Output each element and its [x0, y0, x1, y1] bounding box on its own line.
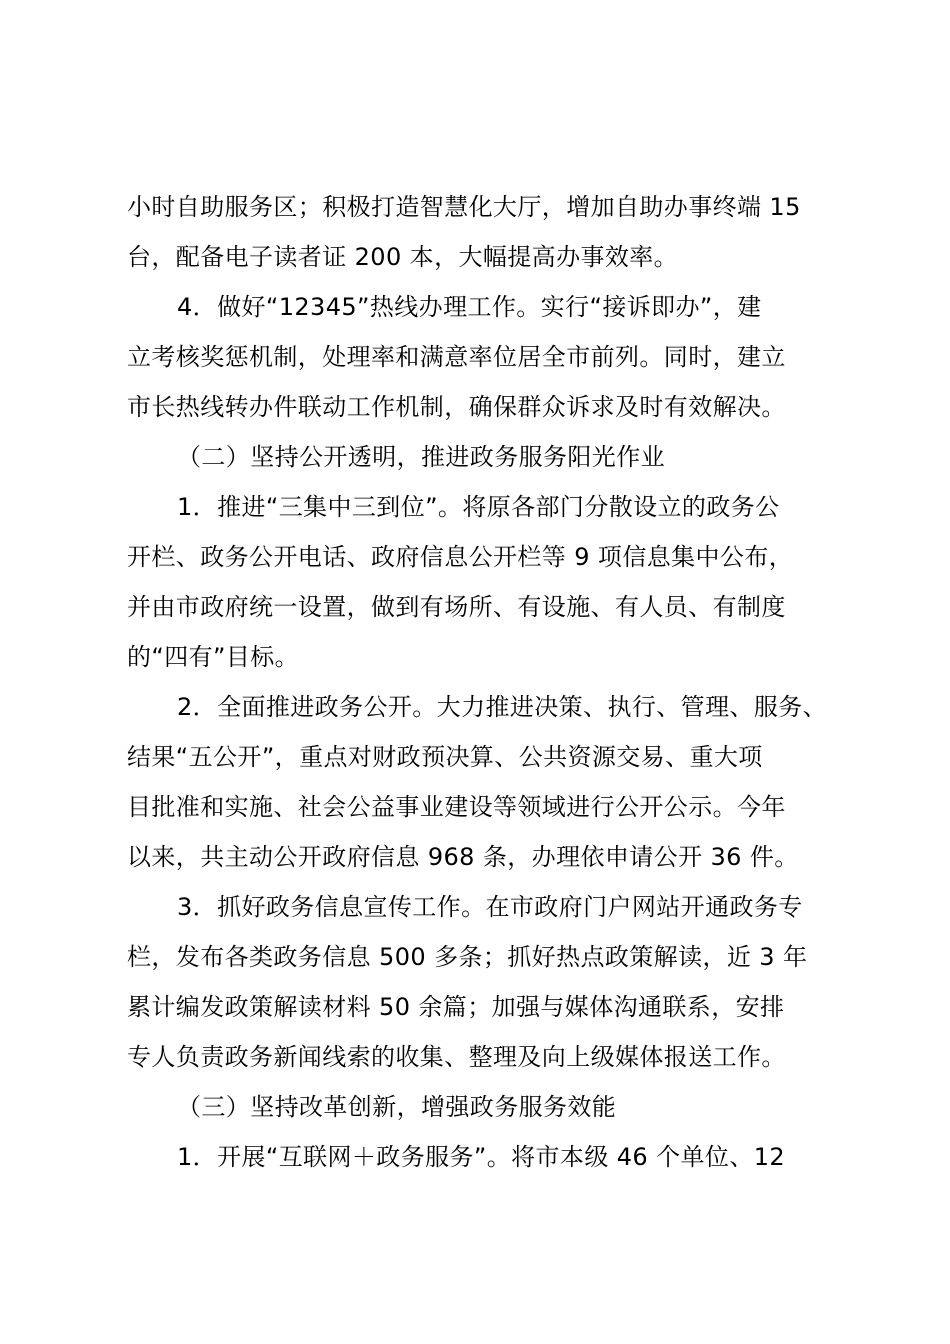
- text-line: 立考核奖惩机制，处理率和满意率位居全市前列。同时，建立: [127, 343, 786, 371]
- text-line: 台，配备电子读者证 200 本，大幅提高办事效率。: [127, 243, 679, 271]
- paragraph-start-line: 3．抓好政务信息宣传工作。在市政府门户网站开通政务专: [177, 893, 803, 921]
- text-line: 结果“五公开”，重点对财政预决算、公共资源交易、重大项: [127, 743, 763, 771]
- text-line: 开栏、政务公开电话、政府信息公开栏等 9 项信息集中公布，: [127, 543, 794, 571]
- paragraph-start-line: 2．全面推进政务公开。大力推进决策、执行、管理、服务、: [177, 693, 828, 721]
- section-heading: （二）坚持公开透明，推进政务服务阳光作业: [177, 443, 665, 471]
- text-line: 小时自助服务区；积极打造智慧化大厅，增加自助办事终端 15: [127, 193, 801, 221]
- paragraph-start-line: 1．推进“三集中三到位”。将原各部门分散设立的政务公: [177, 493, 780, 521]
- text-line: 目批准和实施、社会公益事业建设等领域进行公开公示。今年: [127, 793, 786, 821]
- text-line: 专人负责政务新闻线索的收集、整理及向上级媒体报送工作。: [127, 1043, 786, 1071]
- text-line: 市长热线转办件联动工作机制，确保群众诉求及时有效解决。: [127, 393, 786, 421]
- text-line: 并由市政府统一设置，做到有场所、有设施、有人员、有制度: [127, 593, 786, 621]
- section-heading: （三）坚持改革创新，增强政务服务效能: [177, 1093, 617, 1121]
- paragraph-start-line: 1．开展“互联网＋政务服务”。将市本级 46 个单位、12: [177, 1143, 786, 1171]
- text-line: 累计编发政策解读材料 50 余篇；加强与媒体沟通联系，安排: [127, 993, 785, 1021]
- text-line: 以来，共主动公开政府信息 968 条，办理依申请公开 36 件。: [127, 843, 799, 871]
- paragraph-start-line: 4．做好“12345”热线办理工作。实行“接诉即办”，建: [177, 293, 762, 321]
- text-line: 栏，发布各类政务信息 500 多条；抓好热点政策解读，近 3 年: [127, 943, 808, 971]
- text-line: 的“四有”目标。: [127, 643, 300, 671]
